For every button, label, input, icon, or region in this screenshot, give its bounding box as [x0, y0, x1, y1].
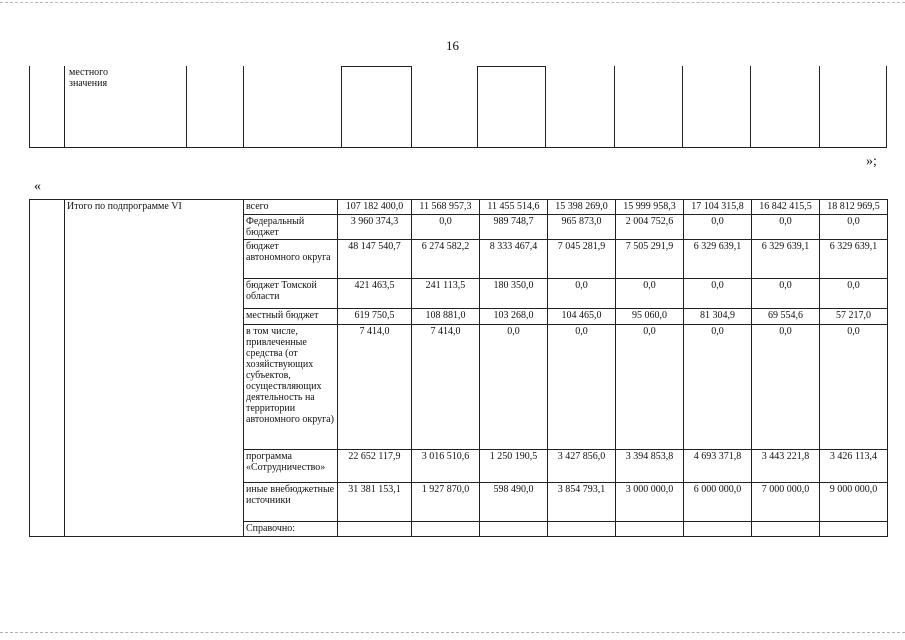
value-cell: 421 463,5 — [338, 279, 412, 309]
value-cell — [412, 522, 480, 537]
closing-quote: »; — [866, 154, 877, 169]
value-cell — [480, 522, 548, 537]
value-cell: 3 427 856,0 — [548, 450, 616, 483]
value-cell: 11 455 514,6 — [480, 200, 548, 215]
value-cell: 6 329 639,1 — [752, 240, 820, 279]
source-cell: Федеральный бюджет — [244, 215, 338, 240]
value-cell: 7 414,0 — [338, 325, 412, 450]
value-cell: 81 304,9 — [684, 309, 752, 325]
page-bottom-edge — [0, 632, 905, 634]
value-cell: 0,0 — [684, 279, 752, 309]
value-cell: 3 443 221,8 — [752, 450, 820, 483]
value-cell: 619 750,5 — [338, 309, 412, 325]
value-cell: 0,0 — [616, 279, 684, 309]
value-cell: 11 568 957,3 — [412, 200, 480, 215]
value-cell: 3 394 853,8 — [616, 450, 684, 483]
value-cell: 104 465,0 — [548, 309, 616, 325]
source-cell: Справочно: — [244, 522, 338, 537]
value-cell: 15 999 958,3 — [616, 200, 684, 215]
blank-cell — [30, 200, 65, 537]
value-cell: 16 842 415,5 — [752, 200, 820, 215]
funding-table — [29, 199, 888, 537]
source-cell: всего — [244, 200, 338, 215]
value-cell: 69 554,6 — [752, 309, 820, 325]
value-cell: 0,0 — [480, 325, 548, 450]
value-cell: 0,0 — [616, 325, 684, 450]
value-cell: 0,0 — [820, 279, 888, 309]
value-cell — [752, 522, 820, 537]
value-cell: 3 016 510,6 — [412, 450, 480, 483]
value-cell: 108 881,0 — [412, 309, 480, 325]
value-cell: 3 426 113,4 — [820, 450, 888, 483]
value-cell: 0,0 — [820, 215, 888, 240]
value-cell: 107 182 400,0 — [338, 200, 412, 215]
value-cell: 965 873,0 — [548, 215, 616, 240]
value-cell: 103 268,0 — [480, 309, 548, 325]
page-number: 16 — [446, 38, 459, 53]
source-cell: в том числе, привлеченные средства (от хозяйствующих субъектов, осуществляющих деятельность на территории автономного округа) — [244, 325, 338, 450]
value-cell: 1 927 870,0 — [412, 483, 480, 522]
value-cell: 18 812 969,5 — [820, 200, 888, 215]
value-cell: 17 104 315,8 — [684, 200, 752, 215]
value-cell: 31 381 153,1 — [338, 483, 412, 522]
source-cell: бюджет автономного округа — [244, 240, 338, 279]
page-top-edge — [0, 2, 905, 4]
table-border — [64, 66, 65, 148]
value-cell: 7 045 281,9 — [548, 240, 616, 279]
table-border — [819, 66, 820, 148]
value-cell: 0,0 — [684, 325, 752, 450]
value-cell: 989 748,7 — [480, 215, 548, 240]
value-cell: 0,0 — [752, 279, 820, 309]
source-cell: бюджет Томской области — [244, 279, 338, 309]
value-cell: 3 854 793,1 — [548, 483, 616, 522]
value-cell: 9 000 000,0 — [820, 483, 888, 522]
table-border — [750, 66, 751, 148]
value-cell — [820, 522, 888, 537]
value-cell: 0,0 — [752, 325, 820, 450]
value-cell: 6 274 582,2 — [412, 240, 480, 279]
value-cell: 4 693 371,8 — [684, 450, 752, 483]
value-cell: 3 960 374,3 — [338, 215, 412, 240]
value-cell: 2 004 752,6 — [616, 215, 684, 240]
table-border — [243, 66, 244, 148]
value-cell: 7 000 000,0 — [752, 483, 820, 522]
value-cell: 0,0 — [752, 215, 820, 240]
value-cell: 3 000 000,0 — [616, 483, 684, 522]
value-cell: 180 350,0 — [480, 279, 548, 309]
value-cell — [616, 522, 684, 537]
value-cell: 0,0 — [548, 279, 616, 309]
value-cell: 0,0 — [548, 325, 616, 450]
value-cell: 241 113,5 — [412, 279, 480, 309]
value-cell: 8 333 467,4 — [480, 240, 548, 279]
value-cell: 57 217,0 — [820, 309, 888, 325]
table-border — [29, 147, 887, 148]
table-cell-box — [477, 66, 546, 147]
table-border — [614, 66, 615, 148]
value-cell: 22 652 117,9 — [338, 450, 412, 483]
value-cell: 6 329 639,1 — [684, 240, 752, 279]
value-cell: 6 000 000,0 — [684, 483, 752, 522]
value-cell — [684, 522, 752, 537]
source-cell: иные внебюджетные источники — [244, 483, 338, 522]
table-border — [682, 66, 683, 148]
value-cell: 0,0 — [820, 325, 888, 450]
value-cell: 598 490,0 — [480, 483, 548, 522]
value-cell: 7 414,0 — [412, 325, 480, 450]
source-cell: программа «Сотрудничество» — [244, 450, 338, 483]
value-cell: 1 250 190,5 — [480, 450, 548, 483]
value-cell: 0,0 — [412, 215, 480, 240]
value-cell — [548, 522, 616, 537]
source-cell: местный бюджет — [244, 309, 338, 325]
table-cell-box — [341, 66, 412, 147]
value-cell: 48 147 540,7 — [338, 240, 412, 279]
fragment-label: местного значения — [69, 67, 109, 89]
value-cell — [338, 522, 412, 537]
value-cell: 0,0 — [684, 215, 752, 240]
value-cell: 15 398 269,0 — [548, 200, 616, 215]
table-border — [29, 66, 30, 148]
value-cell: 7 505 291,9 — [616, 240, 684, 279]
opening-quote: « — [34, 179, 41, 194]
table-border — [186, 66, 187, 148]
table-row — [30, 200, 888, 215]
value-cell: 6 329 639,1 — [820, 240, 888, 279]
table-border — [886, 66, 887, 148]
program-label: Итого по подпрограмме VI — [65, 200, 244, 537]
value-cell: 95 060,0 — [616, 309, 684, 325]
